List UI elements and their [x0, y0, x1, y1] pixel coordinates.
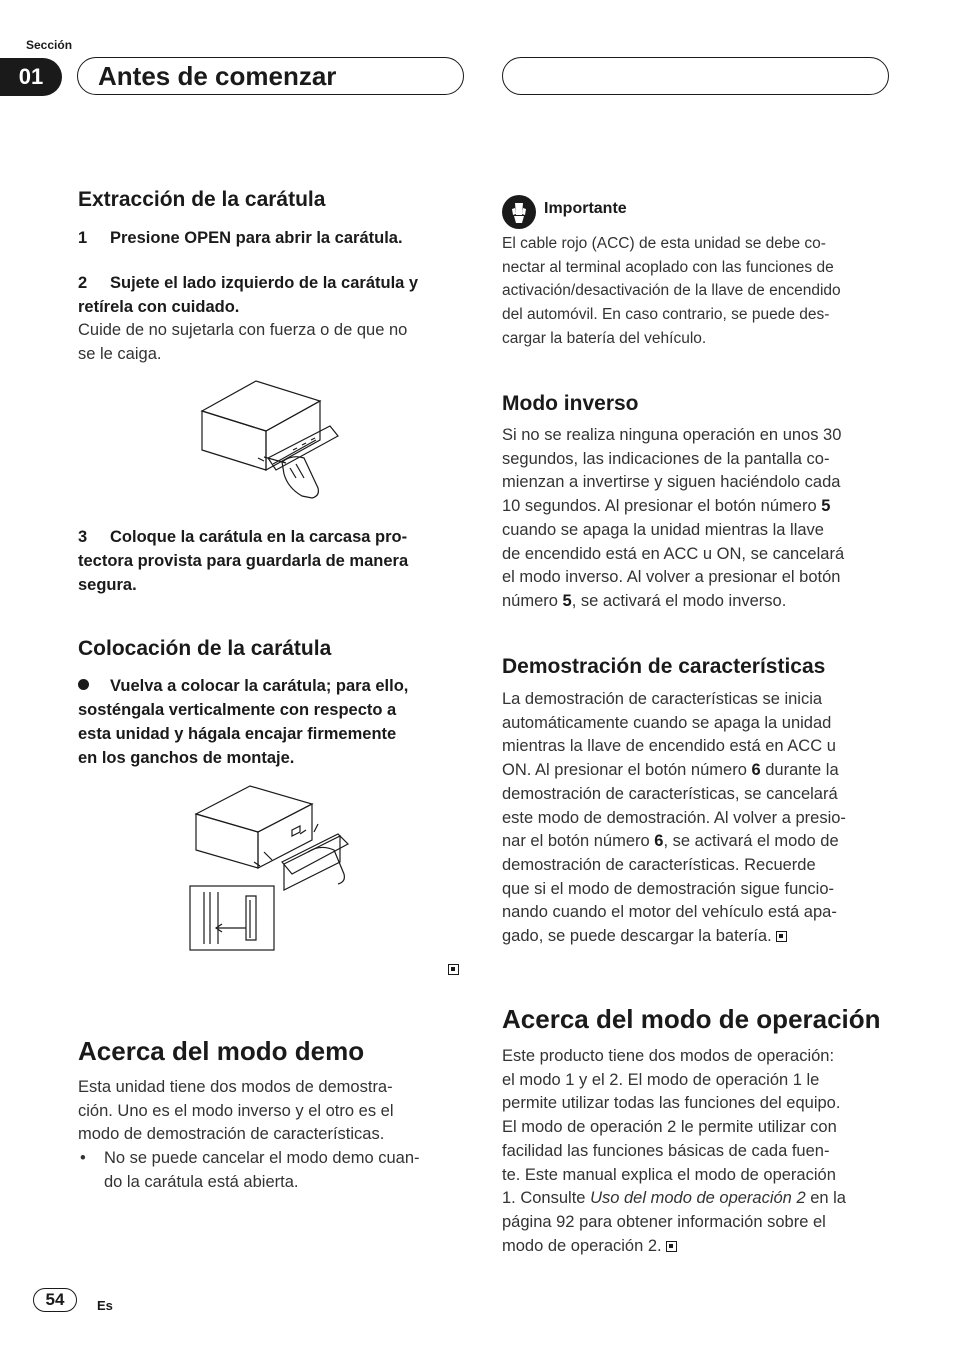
paragraph-line: te. Este manual explica el modo de operación: [502, 1165, 836, 1184]
demostracion-body: [502, 688, 894, 949]
button-number: 6: [654, 832, 664, 851]
step-text: retírela con cuidado.: [78, 298, 240, 316]
colocacion-bullet: [78, 674, 470, 770]
step-number: 1: [78, 229, 88, 247]
paragraph-line: cargar la batería del vehículo.: [502, 329, 707, 347]
cross-reference: Uso del modo de operación 2: [590, 1189, 806, 1208]
paragraph-line: [502, 495, 894, 519]
text-run: , se activará el modo de: [663, 832, 839, 851]
step-2: [78, 271, 470, 319]
end-mark-icon: [448, 961, 459, 979]
paragraph-line: nando cuando el motor del vehículo está apa-: [502, 903, 837, 922]
heading-demostracion: Demostración de características: [502, 655, 826, 678]
paragraph-line: [502, 925, 894, 949]
important-icon: [502, 195, 536, 229]
step-number: 2: [78, 274, 88, 292]
paragraph-line: Este producto tiene dos modos de operación:: [502, 1047, 835, 1065]
page-title: Antes de comenzar: [98, 61, 337, 91]
text-run: nar el botón número: [502, 832, 655, 851]
paragraph-line: de encendido está en ACC u ON, se cancelará: [502, 544, 845, 563]
paragraph-line: [502, 759, 894, 783]
paragraph-line: demostración de características, se cancelará: [502, 784, 838, 803]
paragraph-line: demostración de características. Recuerde: [502, 855, 816, 874]
button-number: 5: [562, 591, 572, 610]
paragraph-line: nectar al terminal acoplado con las funciones de: [502, 258, 834, 276]
bullet-icon: [78, 679, 89, 690]
paragraph-line: [502, 1235, 894, 1259]
paragraph-line: cuando se apaga la unidad mientras la llave: [502, 520, 824, 539]
step-2-note: [78, 319, 470, 366]
step-text: Coloque la carátula en la carcasa pro-: [110, 528, 408, 546]
step-3: [78, 525, 470, 597]
paragraph-line: permite utilizar todas las funciones del equipo.: [502, 1094, 841, 1113]
step-text: Sujete el lado izquierdo de la carátula y: [110, 274, 419, 292]
button-number: 5: [821, 497, 831, 516]
text-run: durante la: [760, 761, 839, 780]
end-mark-icon: [776, 931, 787, 942]
text-run: modo de operación 2.: [502, 1236, 662, 1255]
end-mark-icon: [666, 1241, 677, 1252]
heading-modo-demo: Acerca del modo demo: [78, 1036, 365, 1066]
bullet-text: • No se puede cancelar el modo demo cuan-: [104, 1149, 420, 1168]
paragraph-line: activación/desactivación de la llave de encendido: [502, 282, 841, 300]
heading-modo-operacion: Acerca del modo de operación: [502, 1004, 881, 1034]
note-line: se le caiga.: [78, 344, 162, 363]
section-number-badge: 01: [0, 58, 62, 96]
paragraph-line: Esta unidad tiene dos modos de demostra-: [78, 1078, 393, 1096]
paragraph-line: facilidad las funciones básicas de cada fuen-: [502, 1141, 830, 1160]
paragraph-line: [502, 590, 894, 614]
paragraph-line: mienzan a invertirse y siguen haciéndolo cada: [502, 473, 841, 492]
paragraph-line: este modo de demostración. Al volver a presio-: [502, 808, 846, 827]
step-text: Presione OPEN para abrir la carátula.: [110, 229, 403, 247]
header-empty-frame: [502, 57, 889, 95]
paragraph-line: modo de demostración de características.: [78, 1125, 385, 1144]
paragraph-line: [502, 830, 894, 854]
faceplate-removal-illustration: [198, 378, 358, 500]
step-text: segura.: [78, 576, 137, 594]
paragraph-line: página 92 para obtener información sobre el: [502, 1212, 826, 1231]
demo-body: [78, 1076, 470, 1195]
faceplate-attach-illustration: [188, 782, 354, 952]
paragraph-line: Si no se realiza ninguna operación en unos 30: [502, 426, 842, 444]
step-number: 3: [78, 528, 88, 546]
paragraph-line: [502, 1187, 894, 1211]
paragraph-line: mientras la llave de encendido está en ACC u: [502, 737, 836, 756]
paragraph-line: La demostración de características se inicia: [502, 690, 823, 708]
paragraph-line: El modo de operación 2 le permite utilizar con: [502, 1118, 837, 1137]
step-1: [78, 226, 468, 250]
paragraph-line: ción. Uno es el modo inverso y el otro es el: [78, 1101, 394, 1120]
note-line: Cuide de no sujetarla con fuerza o de que no: [78, 321, 408, 339]
language-code: Es: [97, 1298, 113, 1313]
text-run: 1. Consulte: [502, 1189, 591, 1208]
list-item: [78, 1147, 470, 1194]
text-run: 10 segundos. Al presionar el botón número: [502, 497, 822, 516]
paragraph-line: el modo 1 y el 2. El modo de operación 1 le: [502, 1070, 820, 1089]
text-run: , se activará el modo inverso.: [571, 591, 787, 610]
button-number: 6: [751, 761, 761, 780]
paragraph-line: que si el modo de demostración sigue funcio-: [502, 879, 835, 898]
bullet-text: sosténgala verticalmente con respecto a: [78, 701, 397, 719]
inverso-body: [502, 424, 894, 614]
paragraph-line: el modo inverso. Al volver a presionar el botón: [502, 568, 841, 587]
important-body: [502, 232, 894, 351]
bullet-text: do la carátula está abierta.: [104, 1172, 299, 1191]
operacion-body: [502, 1045, 894, 1258]
text-run: en la: [805, 1189, 846, 1208]
text-run: número: [502, 591, 563, 610]
heading-modo-inverso: Modo inverso: [502, 392, 639, 415]
paragraph-line: segundos, las indicaciones de la pantalla co-: [502, 449, 830, 468]
bullet-text: en los ganchos de montaje.: [78, 749, 295, 767]
step-text: tectora provista para guardarla de manera: [78, 552, 409, 570]
heading-extraccion: Extracción de la carátula: [78, 188, 326, 211]
paragraph-line: automáticamente cuando se apaga la unidad: [502, 713, 832, 732]
demo-bullet-list: [78, 1147, 470, 1194]
section-label: Sección: [26, 38, 73, 52]
text-run: ON. Al presionar el botón número: [502, 761, 752, 780]
bullet-text: Vuelva a colocar la carátula; para ello,: [110, 677, 409, 695]
text-run: gado, se puede descargar la batería.: [502, 927, 772, 946]
heading-colocacion: Colocación de la carátula: [78, 637, 332, 660]
bullet-text: esta unidad y hágala encajar firmemente: [78, 725, 397, 743]
important-label: Importante: [544, 200, 627, 217]
paragraph-line: del automóvil. En caso contrario, se puede des-: [502, 306, 830, 324]
paragraph-line: El cable rojo (ACC) de esta unidad se debe co-: [502, 235, 826, 252]
page-number: 54: [33, 1288, 77, 1312]
